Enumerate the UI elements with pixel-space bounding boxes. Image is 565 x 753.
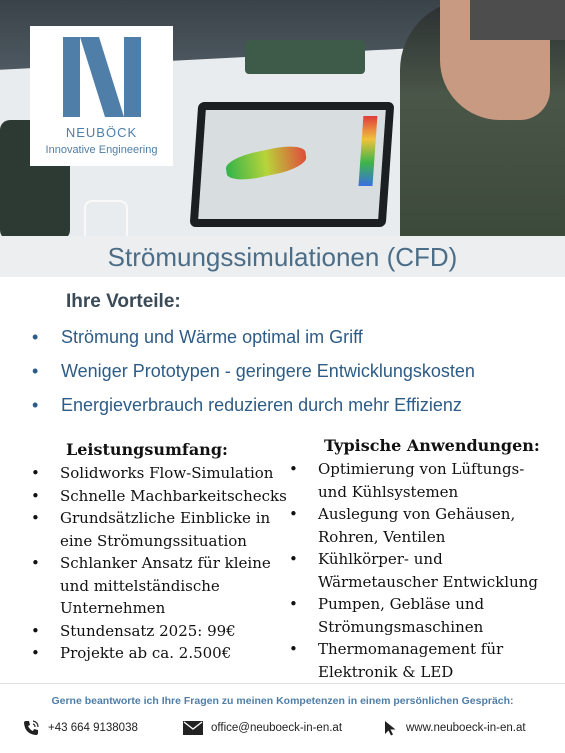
bullet: • (32, 361, 39, 381)
logo-n-mark (63, 37, 141, 117)
application-item (289, 458, 538, 503)
page-title: Strömungssimulationen (CFD) (107, 242, 458, 272)
email-contact[interactable] (183, 718, 342, 738)
service-item (31, 620, 287, 643)
phone-icon (22, 719, 40, 737)
advantage-item (32, 394, 475, 428)
engineer-hair (470, 0, 565, 40)
service-item-line: Solidworks Flow-Simulation (60, 464, 274, 482)
applications-heading: Typische Anwendungen: (324, 436, 540, 455)
bullet: • (289, 640, 298, 658)
application-item-line: Optimierung von Lüftungs- (318, 460, 525, 478)
bullet: • (32, 327, 39, 347)
bullet: • (289, 595, 298, 613)
service-item-line: eine Strömungssituation (60, 531, 247, 550)
application-item-line: Thermomanagement für (318, 640, 504, 658)
color-scale-legend (358, 116, 377, 186)
advantage-text: Weniger Prototypen - geringere Entwicklungskosten (61, 361, 475, 381)
contact-note: Gerne beantworte ich Ihre Fragen zu meinen Kompetenzen in einem persönlichen Gespräch: (51, 695, 514, 707)
website-url: www.neuboeck-in-en.at (406, 722, 526, 734)
service-item-line: Unternehmen (60, 599, 166, 617)
divider (0, 683, 565, 684)
laptop-screen (190, 102, 395, 227)
service-item-line: Schnelle Machbarkeitschecks (60, 486, 287, 505)
service-item-line: und mittelständische (60, 576, 220, 595)
application-item (289, 548, 539, 593)
advantage-item (32, 326, 475, 360)
service-item (31, 552, 287, 620)
company-name: NEUBÖCK (65, 125, 138, 140)
service-item-line: Stundensatz 2025: 99€ (60, 621, 236, 640)
service-item-line: Projekte ab ca. 2.500€ (60, 644, 232, 662)
application-item (289, 638, 538, 683)
application-item-line: Strömungsmaschinen (318, 617, 484, 636)
water-glass (84, 200, 128, 236)
service-item (31, 462, 287, 485)
email-address: office@neuboeck-in-en.at (211, 722, 343, 734)
title-band (0, 236, 565, 277)
application-item-line: Wärmetauscher Entwicklung (318, 572, 539, 591)
bullet: • (31, 554, 40, 572)
phone-contact[interactable] (22, 718, 138, 738)
company-tagline: Innovative Engineering (45, 144, 158, 156)
bullet: • (31, 644, 40, 662)
background-bench (245, 40, 365, 74)
service-item-line: Schlanker Ansatz für kleine (60, 554, 271, 572)
bullet: • (31, 621, 40, 640)
application-item-line: Kühlkörper- und (318, 550, 443, 568)
bullet: • (32, 395, 39, 415)
bullet: • (289, 460, 298, 478)
application-item-line: Rohren, Ventilen (318, 527, 446, 546)
service-item (31, 485, 287, 508)
advantages-heading: Ihre Vorteile: (66, 291, 181, 312)
application-item-line: und Kühlsystemen (318, 482, 459, 501)
envelope-icon (183, 721, 203, 735)
application-item (289, 503, 538, 548)
advantage-text: Energieverbrauch reduzieren durch mehr Effizienz (61, 395, 462, 415)
bullet: • (31, 486, 40, 505)
applications-list (289, 458, 539, 683)
advantages-list (32, 326, 475, 428)
bullet: • (289, 505, 298, 523)
cfd-visualization (198, 110, 386, 219)
phone-number: +43 664 9138038 (48, 722, 138, 734)
service-item-line: Grundsätzliche Einblicke in (60, 509, 271, 527)
company-logo (30, 26, 173, 166)
services-list (31, 462, 287, 665)
application-item-line: Elektronik & LED (318, 662, 454, 681)
web-contact[interactable] (384, 718, 526, 738)
flow-plume (225, 142, 308, 184)
bullet: • (31, 509, 40, 527)
bullet: • (289, 550, 298, 568)
bullet: • (31, 464, 40, 482)
application-item-line: Auslegung von Gehäusen, (318, 505, 516, 523)
cursor-icon (384, 720, 398, 736)
advantage-text: Strömung und Wärme optimal im Griff (61, 327, 363, 347)
application-item (289, 593, 538, 638)
advantage-item (32, 360, 475, 394)
services-heading: Leistungsumfang: (66, 440, 228, 459)
service-item (31, 507, 287, 552)
application-item-line: Pumpen, Gebläse und (318, 595, 485, 613)
service-item (31, 642, 287, 665)
